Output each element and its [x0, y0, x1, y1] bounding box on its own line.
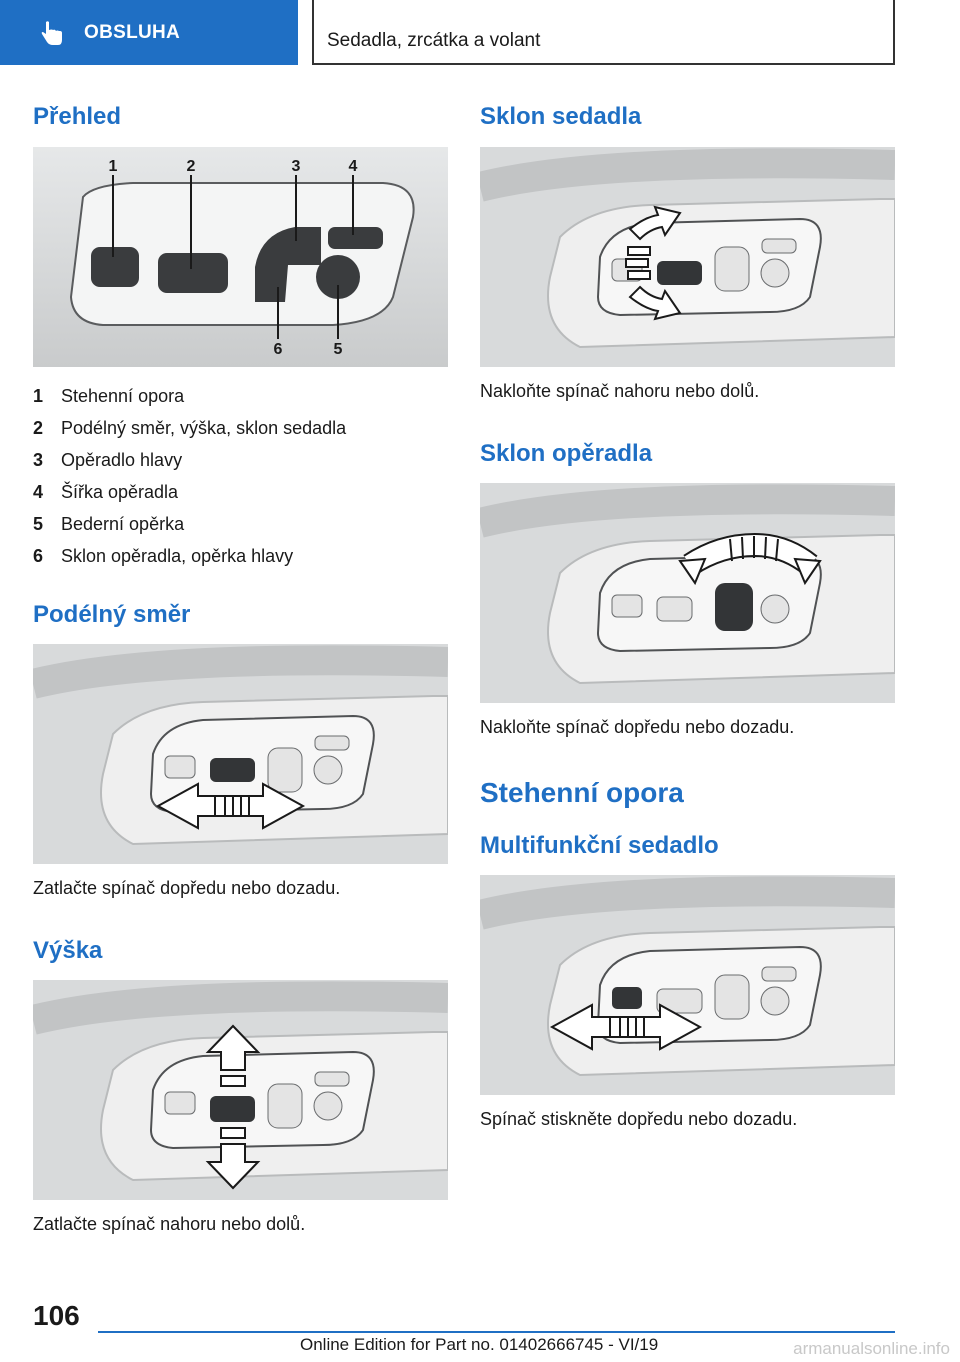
legend-list — [33, 380, 443, 572]
legend-item — [33, 444, 443, 476]
heading-vyska: Výška — [33, 937, 103, 964]
legend-num: 3 — [33, 449, 44, 470]
header-section-title: Sedadla, zrcátka a volant — [327, 30, 541, 51]
callout-5: 5 — [333, 341, 343, 358]
heading-sklon-operadla: Sklon opěradla — [480, 440, 653, 467]
header-tab-label: OBSLUHA — [84, 21, 181, 43]
callout-1: 1 — [108, 158, 118, 175]
hand-pointer-icon — [40, 20, 64, 46]
legend-text: Stehenní opora — [61, 385, 185, 406]
figure-thigh-support — [480, 875, 895, 1095]
figure-seat-tilt — [480, 147, 895, 367]
heading-prehled: Přehled — [33, 103, 122, 130]
callout-4: 4 — [348, 158, 358, 175]
figure-overview-controls — [33, 147, 448, 367]
header-tab[interactable] — [0, 0, 298, 65]
legend-num: 6 — [33, 545, 44, 566]
subheading-multifunkcni-sedadlo: Multifunkční sedadlo — [480, 832, 719, 859]
caption-podelny: Zatlačte spínač dopředu nebo dozadu. — [33, 878, 341, 898]
legend-item — [33, 380, 443, 412]
heading-stehenni-opora: Stehenní opora — [480, 777, 684, 808]
legend-item — [33, 540, 443, 572]
legend-num: 2 — [33, 417, 44, 438]
caption-vyska: Zatlačte spínač nahoru nebo dolů. — [33, 1214, 306, 1234]
legend-item — [33, 508, 443, 540]
legend-item — [33, 476, 443, 508]
legend-text: Bederní opěrka — [61, 513, 185, 534]
legend-num: 4 — [33, 481, 44, 502]
figure-height — [33, 980, 448, 1200]
page-number: 106 — [33, 1300, 80, 1331]
watermark: armanualsonline.info — [793, 1339, 950, 1358]
heading-podelny-smer: Podélný směr — [33, 601, 191, 628]
footer-divider — [98, 1331, 895, 1333]
figure-longitudinal — [33, 644, 448, 864]
legend-num: 1 — [33, 385, 44, 406]
callout-6: 6 — [273, 341, 283, 358]
heading-sklon-sedadla: Sklon sedadla — [480, 103, 642, 130]
legend-text: Šířka opěradla — [61, 481, 179, 502]
legend-item — [33, 412, 443, 444]
legend-text: Podélný směr, výška, sklon sedadla — [61, 417, 347, 438]
legend-text: Opěradlo hlavy — [61, 449, 183, 470]
footer-edition: Online Edition for Part no. 01402666745 - VI/19 — [300, 1335, 659, 1354]
legend-num: 5 — [33, 513, 44, 534]
caption-sklon-sedadla: Nakloňte spínač nahoru nebo dolů. — [480, 381, 760, 401]
legend-text: Sklon opěradla, opěrka hlavy — [61, 545, 294, 566]
callout-2: 2 — [186, 158, 196, 175]
caption-sklon-operadla: Nakloňte spínač dopředu nebo dozadu. — [480, 717, 795, 737]
callout-3: 3 — [291, 158, 301, 175]
figure-backrest-tilt — [480, 483, 895, 703]
header-section-title-box — [312, 0, 895, 65]
caption-stehenni: Spínač stiskněte dopředu nebo dozadu. — [480, 1109, 798, 1129]
